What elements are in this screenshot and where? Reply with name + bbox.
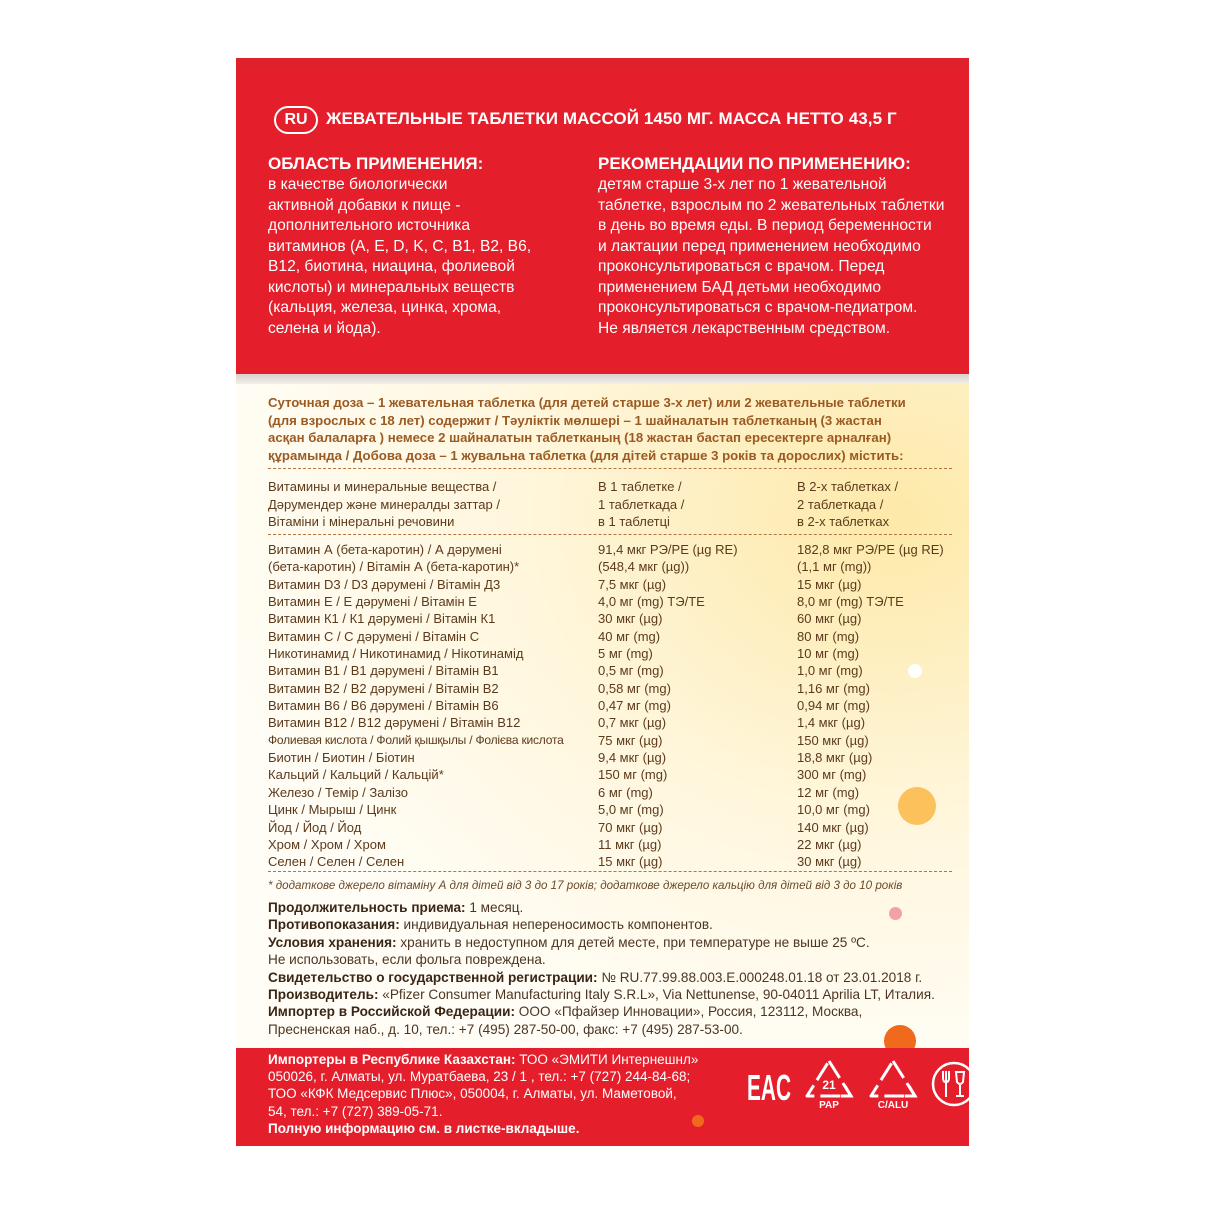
table-row	[268, 680, 968, 697]
table-row	[268, 732, 968, 749]
top-flap	[236, 58, 969, 72]
product-info	[268, 899, 968, 1038]
table-row	[268, 784, 968, 801]
substance-cell: Фолиевая кислота / Фолий қышқылы / Фолієва кислота	[268, 732, 564, 747]
usage-line: кислоты) и минеральных веществ	[268, 278, 515, 296]
lang-badge: RU	[274, 106, 318, 134]
product-line: ЖЕВАТЕЛЬНЫЕ ТАБЛЕТКИ МАССОЙ 1450 МГ. МАССА НЕТТО 43,5 Г	[326, 109, 897, 128]
substance-cell: Витамин К1 / К1 дәрумені / Вітамін К1	[268, 611, 496, 627]
one-tablet-cell: 70 мкг (µg)	[598, 819, 663, 835]
two-tablets-cell: 1,0 мг (mg)	[797, 663, 863, 679]
one-tablet-cell: 11 мкг (µg)	[598, 836, 662, 852]
recycle-pap-icon	[802, 1058, 856, 1111]
two-tablets-cell: 140 мкг (µg)	[797, 819, 869, 835]
substance-cell: Витамин В6 / В6 дәрумені / Вітамін В6	[268, 698, 499, 714]
recommendations-section	[598, 154, 958, 339]
one-tablet-cell: 40 мг (mg)	[598, 628, 661, 644]
recommendations-line: таблетке, взрослым по 2 жевательных таблетки	[598, 196, 945, 214]
recommendations-line: применением БАД детьми необходимо	[598, 278, 882, 296]
usage-line: дополнительного источника	[268, 217, 471, 234]
header-one-tablet: В 1 таблетке / 1 таблеткада / в 1 таблетці	[598, 479, 685, 529]
kz-label: Импортеры в Республике Казахстан:	[268, 1052, 516, 1067]
eac-mark: EAC	[747, 1067, 791, 1108]
usage-title: ОБЛАСТЬ ПРИМЕНЕНИЯ:	[268, 154, 484, 173]
usage-line: (кальция, железа, цинка, хрома,	[268, 299, 502, 316]
recommendations-line: проконсультироваться с врачом. Перед	[598, 258, 885, 275]
kz-line: 050026, г. Алматы, ул. Муратбаева, 23 / 1 , тел.: +7 (727) 244-84-68;	[268, 1069, 691, 1085]
one-tablet-cell: 5 мг (mg)	[598, 646, 653, 662]
importer-label: Импортер в Российской Федерации:	[268, 1004, 516, 1020]
header-two-tablets: В 2-х таблетках / 2 таблеткада / в 2-х таблетках	[797, 479, 899, 529]
substance-cell: Биотин / Биотин / Біотин	[268, 750, 415, 766]
dashed-divider	[268, 871, 952, 872]
importer-line2: Пресненская наб., д. 10, тел.: +7 (495) 287-50-00, факс: +7 (495) 287-53-00.	[268, 1021, 743, 1037]
substance-cell: Витамин Е / Е дәрумені / Вітамін Е	[268, 594, 477, 610]
food-contact-icon	[930, 1060, 978, 1113]
two-tablets-cell: 60 мкг (µg)	[797, 611, 862, 627]
contraindications-value: индивидуальная непереносимость компонентов.	[399, 917, 713, 933]
two-tablets-cell: 15 мкг (µg)	[797, 576, 862, 592]
usage-line: селена и йода).	[268, 319, 381, 337]
substance-cell: Витамин D3 / D3 дәрумені / Вітамін Д3	[268, 576, 501, 592]
two-tablets-cell: 22 мкг (µg)	[797, 836, 862, 852]
one-tablet-cell: 91,4 мкг РЭ/РЕ (µg RE)	[598, 542, 738, 557]
dose-intro-line: (для взрослых с 18 лет) содержит / Тәуліктік мөлшері – 1 шайналатын таблетканың (3 жастан	[268, 412, 882, 428]
top-red-panel	[236, 72, 969, 374]
decor-dot	[889, 907, 902, 920]
contraindications-label: Противопоказания:	[268, 917, 400, 933]
registration-label: Свидетельство о государственной регистрации:	[268, 969, 598, 985]
importer-value: ООО «Пфайзер Инновации», Россия, 123112, Москва,	[515, 1004, 863, 1020]
usage-line: активной добавки к пище -	[268, 196, 461, 214]
one-tablet-cell: 0,47 мг (mg)	[598, 698, 671, 714]
two-tablets-cell: 300 мг (mg)	[797, 767, 867, 783]
two-tablets-cell: 18,8 мкг (µg)	[797, 750, 873, 766]
table-row	[268, 645, 968, 662]
substance-cell: (бета-каротин) / Вітамін А (бета-каротин)*	[268, 559, 520, 575]
table-row	[268, 853, 968, 870]
dashed-divider	[268, 534, 952, 535]
recommendations-line: и лактации перед применением необходимо	[598, 237, 921, 255]
kz-value: ТОО «ЭМИТИ Интернешнл»	[515, 1052, 699, 1067]
recycle-calu-icon	[866, 1058, 920, 1111]
one-tablet-cell: 4,0 мг (mg) ТЭ/ТЕ	[598, 594, 705, 610]
two-tablets-cell: 1,4 мкг (µg)	[797, 715, 866, 731]
recommendations-line: детям старше 3-х лет по 1 жевательной	[598, 176, 887, 193]
recycle1-label: PAP	[819, 1100, 839, 1111]
recycle2-label: C/ALU	[877, 1100, 909, 1111]
table-row	[268, 697, 968, 714]
substance-cell: Хром / Хром / Хром	[268, 836, 386, 852]
manufacturer-value: «Pfizer Consumer Manufacturing Italy S.R.L», Via Nettunense, 90-04011 Aprilia LT, Италия.	[378, 987, 935, 1003]
one-tablet-cell: 0,58 мг (mg)	[598, 680, 671, 696]
one-tablet-cell: 7,5 мкг (µg)	[598, 576, 667, 592]
two-tablets-cell: 150 мкг (µg)	[797, 732, 869, 748]
eac-icon	[746, 1062, 792, 1113]
one-tablet-cell: 15 мкг (µg)	[598, 854, 663, 870]
table-row	[268, 593, 968, 610]
two-tablets-cell: 80 мг (mg)	[797, 628, 860, 644]
panel-divider	[236, 374, 969, 384]
daily-dose-intro	[268, 394, 958, 464]
recommendations-title: РЕКОМЕНДАЦИИ ПО ПРИМЕНЕНИЮ:	[598, 154, 911, 173]
two-tablets-cell: 12 мг (mg)	[797, 784, 860, 800]
storage-line2: Не использовать, если фольга повреждена.	[268, 952, 546, 968]
two-tablets-cell: 30 мкг (µg)	[797, 854, 862, 870]
footnote: * додаткове джерело вітаміну А для дітей від 3 до 17 років; додаткове джерело кальцію для дітей від 3 до 10 років	[268, 879, 903, 892]
substance-cell: Кальций / Кальций / Кальцій*	[268, 767, 444, 783]
one-tablet-cell: 0,7 мкг (µg)	[598, 715, 667, 731]
one-tablet-cell: 5,0 мг (mg)	[598, 802, 664, 818]
dose-intro-line: асқан балаларға ) немесе 2 шайналатын таблетканың (18 жастан бастап ересектерге арналған)	[268, 430, 892, 445]
two-tablets-cell: 10 мг (mg)	[797, 646, 860, 662]
two-tablets-cell: 8,0 мг (mg) ТЭ/ТЕ	[797, 594, 904, 610]
one-tablet-cell: 150 мг (mg)	[598, 767, 668, 783]
usage-line: в качестве биологически	[268, 176, 448, 193]
two-tablets-cell: (1,1 мг (mg))	[797, 559, 872, 575]
composition-table	[268, 541, 968, 871]
storage-value: хранить в недоступном для детей месте, при температуре не выше 25 ºС.	[396, 934, 870, 950]
table-row	[268, 610, 968, 627]
one-tablet-cell: 6 мг (mg)	[598, 784, 653, 800]
table-row	[268, 662, 968, 679]
substance-cell: Витамин А (бета-каротин) / А дәрумені	[268, 542, 502, 557]
recommendations-line: в день во время еды. В период беременности	[598, 217, 932, 234]
two-tablets-cell: 10,0 мг (mg)	[797, 802, 870, 818]
header-substance: Витамины и минеральные вещества / Дәрумендер және минералды заттар / Вітаміни і мінеральні речовини	[268, 479, 500, 529]
duration-value: 1 месяц.	[465, 900, 524, 915]
one-tablet-cell: 75 мкг (µg)	[598, 732, 663, 748]
recommendations-line: Не является лекарственным средством.	[598, 319, 891, 337]
one-tablet-cell: (548,4 мкг (µg))	[598, 559, 690, 575]
one-tablet-cell: 30 мкг (µg)	[598, 611, 663, 627]
table-row	[268, 558, 968, 575]
substance-cell: Селен / Селен / Селен	[268, 854, 405, 870]
table-row	[268, 836, 968, 853]
duration-label: Продолжительность приема:	[268, 900, 466, 915]
dose-intro-line: Суточная доза – 1 жевательная таблетка (для детей старше 3-х лет) или 2 жевательные таблетки	[268, 395, 906, 410]
table-row	[268, 819, 968, 836]
bottom-red-panel	[236, 1048, 969, 1146]
one-tablet-cell: 9,4 мкг (µg)	[598, 750, 667, 766]
usage-line: витаминов (A, E, D, K, C, B1, B2, B6,	[268, 237, 532, 255]
substance-cell: Никотинамид / Никотинамид / Нікотинамід	[268, 646, 524, 662]
decor-dot	[898, 787, 936, 825]
table-row	[268, 628, 968, 645]
table-row	[268, 766, 968, 783]
usage-line: B12, биотина, ниацина, фолиевой	[268, 258, 515, 275]
two-tablets-cell: 0,94 мг (mg)	[797, 698, 870, 714]
decor-dot	[908, 664, 922, 678]
two-tablets-cell: 1,16 мг (mg)	[797, 680, 870, 696]
table-row	[268, 801, 968, 818]
kz-line: ТОО «КФК Медсервис Плюс», 050004, г. Алматы, ул. Маметовой,	[268, 1086, 677, 1102]
leaflet-note: Полную информацию см. в листке-вкладыше.	[268, 1120, 580, 1136]
table-row	[268, 541, 968, 558]
decor-dot	[692, 1115, 704, 1127]
recycle1-number: 21	[822, 1078, 836, 1092]
dashed-divider	[268, 468, 952, 469]
table-row	[268, 749, 968, 766]
composition-panel	[236, 384, 969, 1048]
substance-cell: Йод / Йод / Йод	[268, 819, 362, 835]
usage-section	[268, 154, 558, 339]
table-row	[268, 714, 968, 731]
registration-value: № RU.77.99.88.003.Е.000248.01.18 от 23.01.2018 г.	[597, 969, 923, 985]
dose-intro-line: құрамында / Добова доза – 1 жувальна таблетка (для дітей старше 3 років та дорослих) містить:	[268, 447, 904, 463]
two-tablets-cell: 182,8 мкг РЭ/РЕ (µg RE)	[797, 542, 944, 557]
substance-cell: Цинк / Мырыш / Цинк	[268, 802, 397, 818]
manufacturer-label: Производитель:	[268, 987, 379, 1003]
storage-label: Условия хранения:	[268, 934, 397, 950]
recommendations-line: проконсультироваться с врачом-педиатром.	[598, 299, 918, 316]
kz-line: 54, тел.: +7 (727) 389-05-71.	[268, 1103, 443, 1119]
substance-cell: Витамин С / С дәрумені / Вітамін С	[268, 628, 480, 644]
substance-cell: Витамин В1 / В1 дәрумені / Вітамін В1	[268, 663, 499, 679]
substance-cell: Витамин В2 / В2 дәрумені / Вітамін В2	[268, 680, 499, 696]
substance-cell: Железо / Темір / Залізо	[268, 784, 408, 800]
table-row	[268, 576, 968, 593]
one-tablet-cell: 0,5 мг (mg)	[598, 663, 664, 679]
kz-importers	[268, 1051, 698, 1137]
substance-cell: Витамин В12 / В12 дәрумені / Вітамін В12	[268, 715, 521, 731]
